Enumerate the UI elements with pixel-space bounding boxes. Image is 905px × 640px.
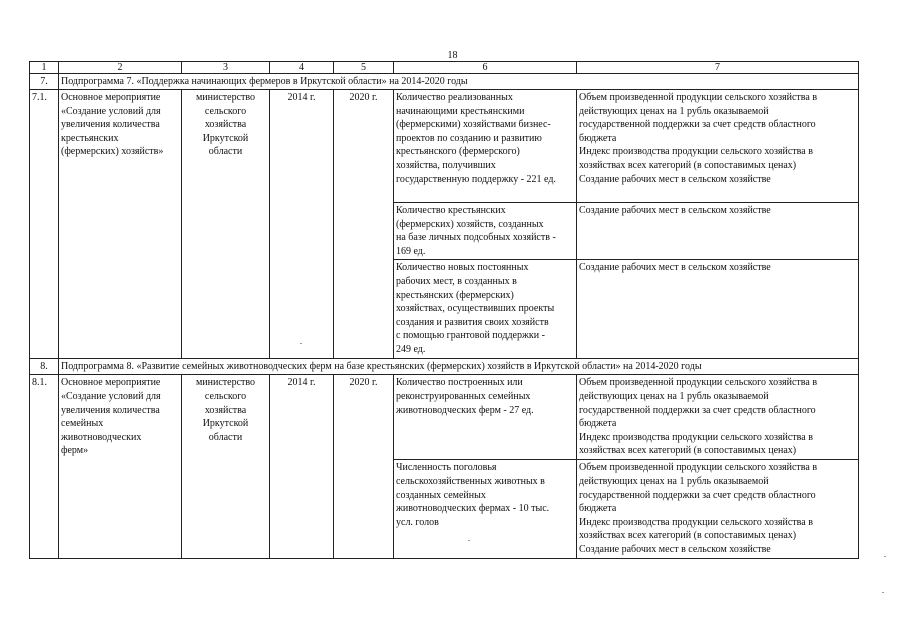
effect-cell: Создание рабочих мест в сельском хозяйстве [577,203,859,260]
measure-name: Основное мероприятие «Создание условий для увеличения количества семейных животноводческих ферм» [59,375,182,558]
indicator-cell: Количество реализованных начинающими крестьянскими (фермерскими) хозяйствами бизнес- проектов по созданию и развитию крестьянского (фермерского) хозяйства, получивших государственную поддержку - 221 ед. [394,90,577,203]
table-row [30,90,859,203]
end-year: 2020 г. [334,375,394,558]
measure-name: Основное мероприятие «Создание условий для увеличения количества крестьянских (фермерских) хозяйств» [59,90,182,359]
col-header: 4 [270,62,334,74]
scan-speck [468,540,470,541]
start-year: 2014 г. [270,90,334,359]
col-header: 6 [394,62,577,74]
scan-speck [882,592,884,593]
scan-speck [300,343,302,344]
item-number: 8.1. [30,375,59,558]
item-number: 7.1. [30,90,59,359]
program-table [29,61,859,559]
section-row [30,359,859,375]
column-number-row [30,62,859,74]
effect-cell: Объем произведенной продукции сельского хозяйства в действующих ценах на 1 рубль оказываемой государственной поддержки за счет средств областного бюджета Индекс производства продукции сельского хозяйства в хозяйствах всех категорий (в сопоставимых ценах) Создание рабочих мест в сельском хозяйстве [577,90,859,203]
indicator-cell: Численность поголовья сельскохозяйственных животных в созданных семейных животноводческих фермах - 10 тыс. усл. голов [394,460,577,558]
effect-cell: Объем произведенной продукции сельского хозяйства в действующих ценах на 1 рубль оказываемой государственной поддержки за счет средств областного бюджета Индекс производства продукции сельского хозяйства в хозяйствах всех категорий (в сопоставимых ценах) Создание рабочих мест в сельском хозяйстве [577,460,859,558]
section-title: Подпрограмма 7. «Поддержка начинающих фермеров в Иркутской области» на 2014-2020 годы [59,74,859,90]
executor: министерство сельского хозяйства Иркутской области [182,375,270,558]
section-title: Подпрограмма 8. «Развитие семейных животноводческих ферм на базе крестьянских (фермерских) хозяйств в Иркутской области» на 2014-2020 годы [59,359,859,375]
indicator-cell: Количество построенных или реконструированных семейных животноводческих ферм - 27 ед. [394,375,577,460]
section-row [30,74,859,90]
effect-cell: Объем произведенной продукции сельского хозяйства в действующих ценах на 1 рубль оказываемой государственной поддержки за счет средств областного бюджета Индекс производства продукции сельского хозяйства в хозяйствах всех категорий (в сопоставимых ценах) [577,375,859,460]
col-header: 5 [334,62,394,74]
table-row [30,375,859,460]
col-header: 7 [577,62,859,74]
effect-cell: Создание рабочих мест в сельском хозяйстве [577,260,859,359]
executor: министерство сельского хозяйства Иркутской области [182,90,270,359]
start-year: 2014 г. [270,375,334,558]
section-number: 8. [30,359,59,375]
col-header: 3 [182,62,270,74]
section-number: 7. [30,74,59,90]
col-header: 1 [30,62,59,74]
col-header: 2 [59,62,182,74]
page-number: 18 [447,50,458,61]
end-year: 2020 г. [334,90,394,359]
indicator-cell: Количество новых постоянных рабочих мест, в созданных в крестьянских (фермерских) хозяйствах, осуществивших проекты создания и развития своих хозяйств с помощью грантовой поддержки - 249 ед. [394,260,577,359]
indicator-cell: Количество крестьянских (фермерских) хозяйств, созданных на базе личных подсобных хозяйств - 169 ед. [394,203,577,260]
scan-speck [884,556,886,557]
